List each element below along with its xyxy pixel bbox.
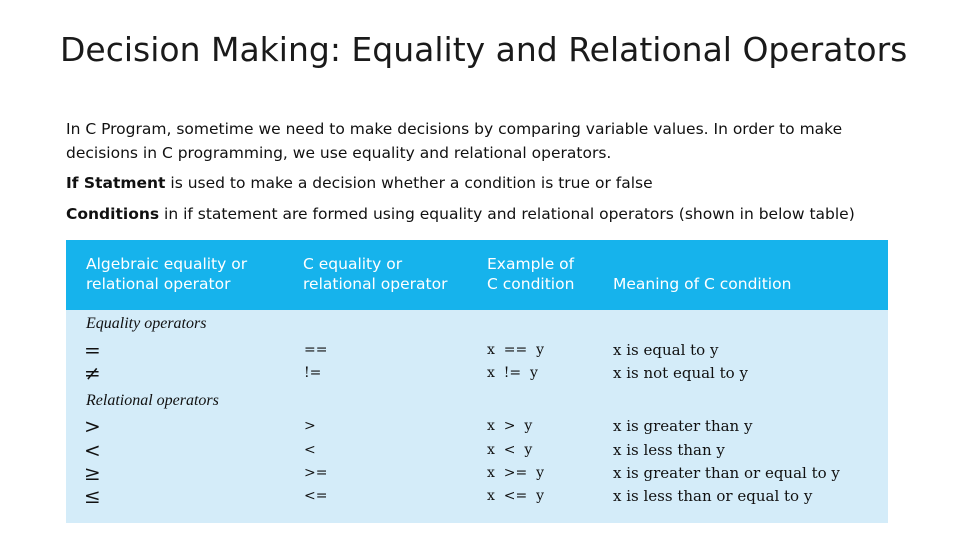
c-operator: == bbox=[304, 342, 328, 358]
c-operator: <= bbox=[304, 488, 328, 504]
relational-section-label: Relational operators bbox=[86, 392, 219, 409]
algebraic-operator: ≤ bbox=[84, 484, 101, 508]
slide-title: Decision Making: Equality and Relational Operators bbox=[60, 30, 908, 69]
table-header bbox=[66, 240, 888, 310]
example-condition: x >= y bbox=[487, 465, 545, 481]
header-c-operator bbox=[303, 254, 447, 294]
table-row bbox=[66, 486, 888, 509]
c-operator: >= bbox=[304, 465, 328, 481]
conditions-text: in if statement are formed using equality and relational operators (shown in below table) bbox=[159, 205, 855, 223]
header-algebraic-line-1: Algebraic equality or bbox=[86, 255, 248, 273]
example-condition: x < y bbox=[487, 442, 533, 458]
c-operator: > bbox=[304, 418, 316, 434]
example-condition: x <= y bbox=[487, 488, 545, 504]
if-statement-paragraph bbox=[66, 171, 896, 195]
algebraic-operator: > bbox=[84, 414, 101, 438]
header-meaning: Meaning of C condition bbox=[613, 275, 792, 293]
header-example bbox=[487, 254, 574, 294]
operators-table bbox=[66, 240, 888, 523]
conditions-term: Conditions bbox=[66, 205, 160, 223]
algebraic-operator: = bbox=[84, 338, 101, 362]
intro-paragraph bbox=[66, 117, 896, 165]
condition-meaning: x is less than or equal to y bbox=[613, 487, 813, 505]
table-row bbox=[66, 463, 888, 486]
if-statement-text: is used to make a decision whether a condition is true or false bbox=[165, 174, 653, 192]
if-statement-term: If Statment bbox=[66, 174, 166, 192]
header-example-line-1: Example of bbox=[487, 255, 575, 273]
c-operator: < bbox=[304, 442, 316, 458]
condition-meaning: x is equal to y bbox=[613, 341, 719, 359]
table-row bbox=[66, 416, 888, 439]
example-condition: x > y bbox=[487, 418, 533, 434]
algebraic-operator: ≠ bbox=[84, 361, 101, 385]
conditions-paragraph bbox=[66, 202, 896, 226]
condition-meaning: x is greater than or equal to y bbox=[613, 464, 840, 482]
equality-section-label: Equality operators bbox=[86, 315, 207, 332]
table-row bbox=[66, 363, 888, 386]
intro-line-1: In C Program, sometime we need to make decisions by comparing variable values. In order to make bbox=[66, 120, 843, 138]
condition-meaning: x is less than y bbox=[613, 441, 725, 459]
header-algebraic-line-2: relational operator bbox=[86, 275, 231, 293]
intro-line-2: decisions in C programming, we use equality and relational operators. bbox=[66, 144, 612, 162]
c-operator: != bbox=[304, 365, 322, 381]
table-row bbox=[66, 440, 888, 463]
header-c-operator-line-1: C equality or bbox=[303, 255, 403, 273]
condition-meaning: x is not equal to y bbox=[613, 364, 748, 382]
header-algebraic bbox=[86, 254, 247, 294]
table-row bbox=[66, 340, 888, 363]
header-c-operator-line-2: relational operator bbox=[303, 275, 448, 293]
algebraic-operator: ≥ bbox=[84, 461, 101, 485]
header-example-line-2: C condition bbox=[487, 275, 575, 293]
example-condition: x != y bbox=[487, 365, 538, 381]
algebraic-operator: < bbox=[84, 438, 101, 462]
condition-meaning: x is greater than y bbox=[613, 417, 753, 435]
example-condition: x == y bbox=[487, 342, 545, 358]
